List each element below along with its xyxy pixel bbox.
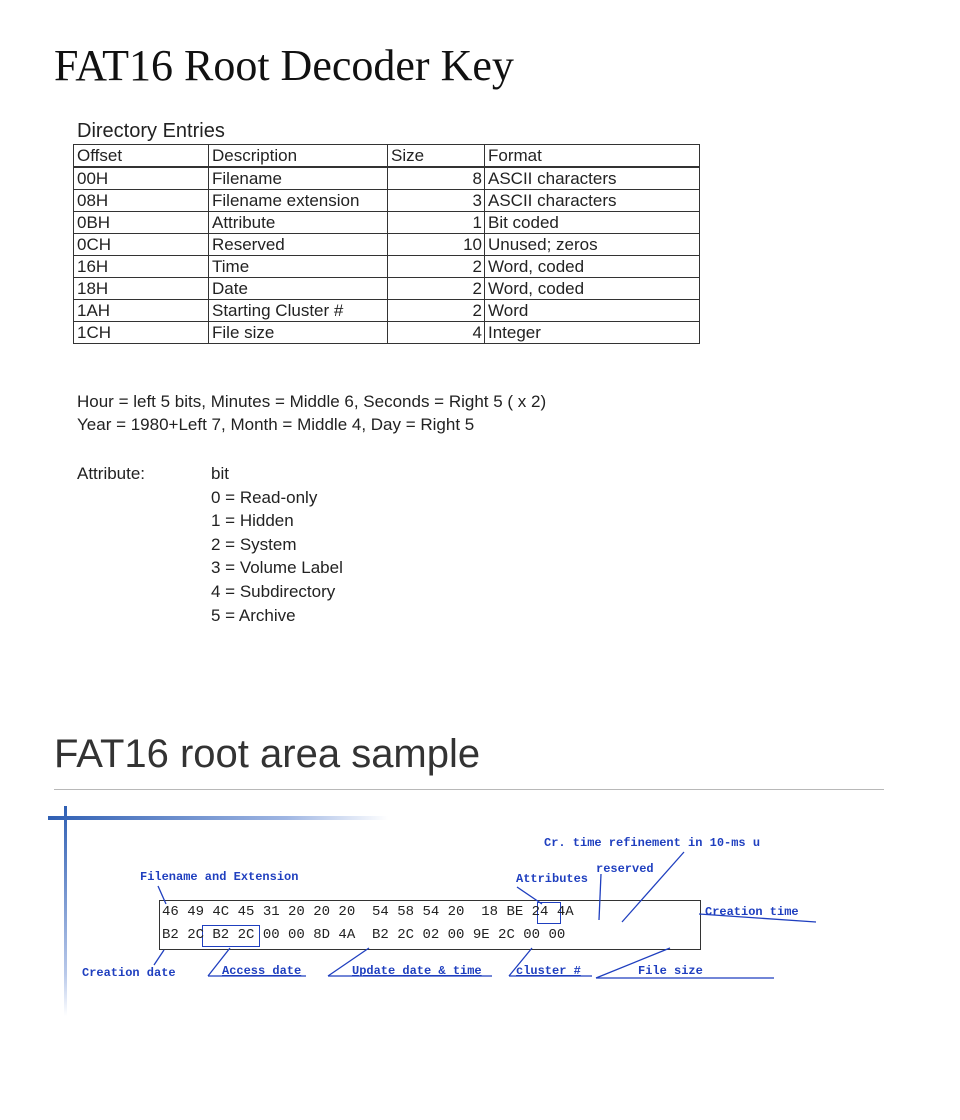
cell-offset: 1AH — [74, 300, 209, 322]
table-row — [74, 234, 700, 256]
cell-description: File size — [209, 322, 388, 344]
cr-time-refinement-label: Cr. time refinement in 10-ms u — [544, 836, 761, 850]
table-row — [74, 322, 700, 344]
cell-offset: 0BH — [74, 212, 209, 234]
cell-description: Filename — [209, 167, 388, 190]
bit-item: 1 = Hidden — [211, 511, 294, 531]
cell-size: 8 — [388, 167, 485, 190]
date-format-note: Year = 1980+Left 7, Month = Middle 4, Day = Right 5 — [77, 415, 475, 434]
header-format: Format — [485, 145, 700, 168]
table-row — [74, 190, 700, 212]
update-date-time-label: Update date & time — [352, 964, 482, 978]
attribute-label: Attribute: — [77, 464, 146, 483]
cluster-label: cluster # — [516, 964, 581, 978]
cell-size: 3 — [388, 190, 485, 212]
cell-offset: 0CH — [74, 234, 209, 256]
cell-format: Word, coded — [485, 256, 700, 278]
cell-description: Time — [209, 256, 388, 278]
cell-description: Attribute — [209, 212, 388, 234]
attribute-bit-list — [211, 462, 343, 627]
table-header-row — [74, 145, 700, 168]
cell-size: 1 — [388, 212, 485, 234]
cell-description: Reserved — [209, 234, 388, 256]
cell-size: 10 — [388, 234, 485, 256]
reserved-label: reserved — [596, 862, 654, 876]
bit-item: 2 = System — [211, 534, 297, 554]
cell-format: Integer — [485, 322, 700, 344]
cell-offset: 00H — [74, 167, 209, 190]
cell-offset: 08H — [74, 190, 209, 212]
bit-header: bit — [211, 464, 229, 483]
header-description: Description — [209, 145, 388, 168]
cell-size: 2 — [388, 278, 485, 300]
directory-entries-table — [73, 144, 700, 344]
cell-offset: 1CH — [74, 322, 209, 344]
hex-sample-figure — [44, 800, 834, 1022]
hex-row-1: 46 49 4C 45 31 20 20 20 54 58 54 20 18 BE 24 4A — [162, 904, 574, 920]
cell-description: Filename extension — [209, 190, 388, 212]
cell-size: 2 — [388, 256, 485, 278]
time-format-note: Hour = left 5 bits, Minutes = Middle 6, Seconds = Right 5 ( x 2) — [77, 392, 547, 411]
cell-format: Word — [485, 300, 700, 322]
filename-extension-label: Filename and Extension — [140, 870, 299, 884]
cell-offset: 18H — [74, 278, 209, 300]
cell-description: Starting Cluster # — [209, 300, 388, 322]
creation-date-label: Creation date — [82, 966, 176, 980]
cell-offset: 16H — [74, 256, 209, 278]
table-row — [74, 212, 700, 234]
creation-time-label: Creation time — [705, 905, 799, 919]
bit-item: 0 = Read-only — [211, 487, 318, 507]
bit-item: 5 = Archive — [211, 605, 296, 625]
table-row — [74, 167, 700, 190]
file-size-label: File size — [638, 964, 703, 978]
cell-format: ASCII characters — [485, 167, 700, 190]
section-divider — [54, 789, 884, 790]
cell-description: Date — [209, 278, 388, 300]
table-row — [74, 256, 700, 278]
table-row — [74, 278, 700, 300]
access-date-label: Access date — [222, 964, 302, 978]
cell-format: Bit coded — [485, 212, 700, 234]
cell-format: Unused; zeros — [485, 234, 700, 256]
header-offset: Offset — [74, 145, 209, 168]
directory-entries-caption: Directory Entries — [77, 120, 225, 142]
cell-size: 4 — [388, 322, 485, 344]
cell-size: 2 — [388, 300, 485, 322]
page-title: FAT16 Root Decoder Key — [54, 41, 514, 90]
sample-heading: FAT16 root area sample — [54, 732, 481, 776]
header-size: Size — [388, 145, 485, 168]
bit-item: 4 = Subdirectory — [211, 581, 336, 601]
cell-format: ASCII characters — [485, 190, 700, 212]
hex-row-2: B2 2C B2 2C 00 00 8D 4A B2 2C 02 00 9E 2C 00 00 — [162, 927, 566, 943]
cell-format: Word, coded — [485, 278, 700, 300]
attributes-label: Attributes — [516, 872, 589, 886]
table-row — [74, 300, 700, 322]
bit-item: 3 = Volume Label — [211, 558, 343, 578]
